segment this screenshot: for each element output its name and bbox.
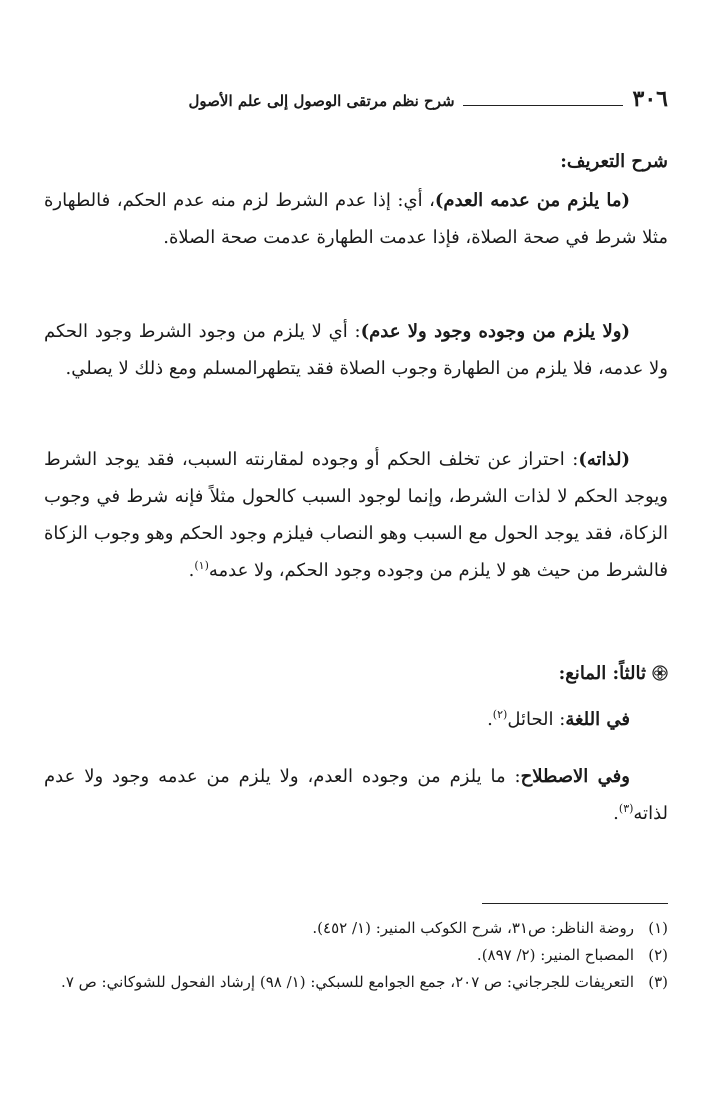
- footnote-text: روضة الناظر: ص٣١، شرح الكوكب المنير: (١/ ٤٥٢).: [312, 919, 634, 937]
- footnote-item: [44, 942, 668, 969]
- lang-end: .: [487, 709, 493, 730]
- third-heading-line: [44, 655, 668, 692]
- p3-end: .: [188, 560, 195, 581]
- paragraph-3: [44, 441, 668, 589]
- term-label: وفي الاصطلاح: [520, 766, 630, 787]
- footnote-number: (١): [648, 919, 668, 937]
- language-definition: [44, 701, 668, 738]
- definition-heading: شرح التعريف:: [560, 151, 668, 172]
- footnotes: [44, 915, 668, 996]
- page-number: ٣٠٦: [632, 86, 668, 112]
- p3-bold-phrase: (لذاته): [578, 449, 630, 470]
- p3-text: : احتراز عن تخلف الحكم أو وجوده لمقارنته السبب، فقد يوجد الشرط ويوجد الحكم لا لذات الشرط، وإنما لوجود السبب كالحول مثلاً فإنه شرط في وجوب الزكاة، فقد يوجد الحول مع السبب وهو النصاب فيلزم وجود الحكم وهو وجوب الزكاة فالشرط من حيث هو لا يلزم من وجوده وجود الحكم، ولا عدمه: [44, 449, 669, 581]
- footnote-number: (٣): [648, 973, 668, 991]
- language-label: في اللغة: [565, 709, 630, 730]
- paragraph-1: [44, 182, 668, 256]
- term-end: .: [613, 803, 619, 824]
- header-title: شرح نظم مرتقى الوصول إلى علم الأصول: [188, 92, 455, 110]
- footnote-text: التعريفات للجرجاني: ص ٢٠٧، جمع الجوامع للسبكي: (١/ ٩٨) إرشاد الفحول للشوكاني: ص ٧.: [61, 973, 634, 991]
- third-heading: ثالثاً: المانع:: [558, 663, 646, 684]
- third-heading-block: [44, 655, 668, 692]
- term-text: : ما يلزم من وجوده العدم، ولا يلزم من عدمه وجود ولا عدم لذاته: [44, 766, 668, 824]
- p1-bold-phrase: (ما يلزم من عدمه العدم): [434, 190, 630, 211]
- flower-ornament-icon: [652, 665, 668, 681]
- footnote-item: [44, 969, 668, 996]
- p2-bold-phrase: (ولا يلزم من وجوده وجود ولا عدم): [360, 321, 631, 342]
- running-header: [46, 78, 668, 112]
- footnote-ref-1[interactable]: (١): [194, 559, 209, 572]
- definition-section: [44, 143, 668, 180]
- term-definition: [44, 758, 668, 832]
- footnote-ref-3[interactable]: (٣): [618, 802, 634, 815]
- p2-text: : أي لا يلزم من وجود الشرط وجود الحكم ولا عدمه، فلا يلزم من الطهارة وجوب الصلاة فقد يتطهرالمسلم ومع ذلك لا يصلي.: [44, 321, 668, 379]
- footnote-text: المصباح المنير: (٢/ ٨٩٧).: [476, 946, 634, 964]
- footnote-number: (٢): [648, 946, 668, 964]
- language-text: : الحائل: [507, 709, 566, 730]
- p1-text: ، أي: إذا عدم الشرط لزم منه عدم الحكم، فالطهارة مثلا شرط في صحة الصلاة، فإذا عدمت الطهارة عدمت صحة الصلاة.: [44, 190, 668, 248]
- footnote-rule: [482, 903, 668, 904]
- paragraph-2: [44, 313, 668, 387]
- footnote-ref-2[interactable]: (٢): [492, 708, 508, 721]
- header-rule: [463, 105, 623, 106]
- footnote-item: [44, 915, 668, 942]
